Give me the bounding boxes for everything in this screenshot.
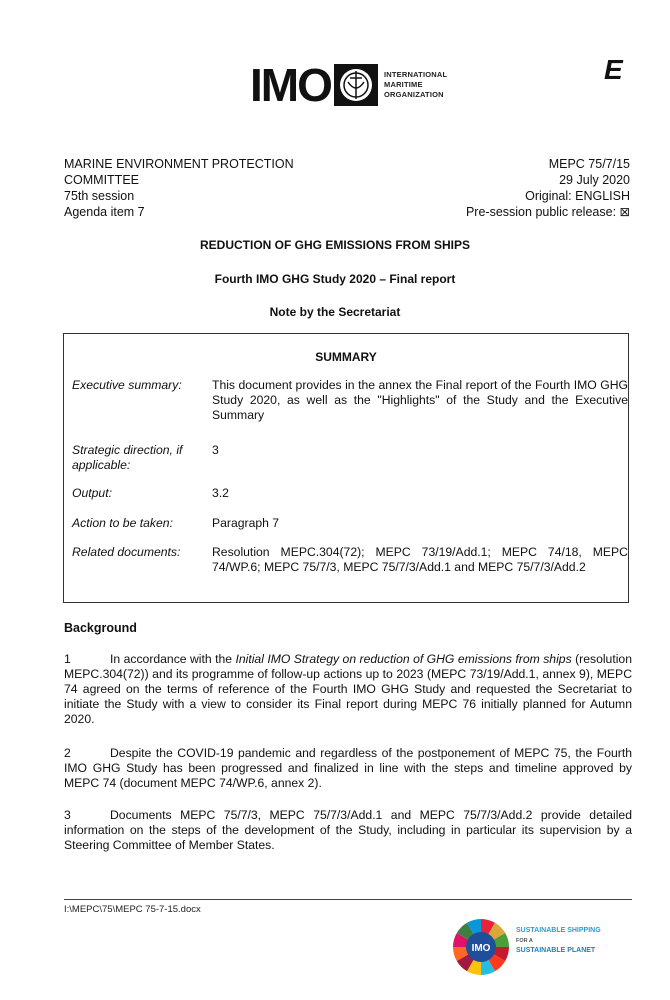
sustainable-shipping-logo bbox=[452, 916, 632, 978]
committee-info: MARINE ENVIRONMENT PROTECTION COMMITTEE 75th session Agenda item 7 bbox=[64, 157, 294, 219]
logo-letters: IMO bbox=[250, 59, 331, 111]
paragraph-3: 3 Documents MEPC 75/7/3, MEPC 75/7/3/Add.1 and MEPC 75/7/3/Add.2 provide detailed information on the steps of the development of the Study, including in particular its supervision by a Steering Committee of Member States. bbox=[64, 808, 632, 852]
summary-box: SUMMARY Executive summary: This document provides in the annex the Final report of the Fourth IMO GHG Study 2020, as well as the "Highlights" of the Study and the Executive Summary Strategic direction, if applicable: 3 Output: 3.2 Action to be taken: Paragraph 7 Related documents: Resolution MEPC.304(72); MEPC 73/19/Add.1; MEPC 74/18, MEPC 74/WP.6; MEPC 75/7/3, MEPC 75/7/3/Add.1 and MEPC 75/7/3/Add.2 bbox=[63, 333, 629, 603]
imo-emblem-icon bbox=[334, 64, 378, 106]
sdg-slogan: SUSTAINABLE SHIPPING FOR A SUSTAINABLE PLANET bbox=[516, 927, 601, 954]
document-note: Note by the Secretariat bbox=[269, 305, 401, 319]
file-path: I:\MEPC\75\MEPC 75-7-15.docx bbox=[64, 904, 201, 915]
document-title: REDUCTION OF GHG EMISSIONS FROM SHIPS bbox=[199, 238, 471, 252]
paragraph-1: 1 In accordance with the Initial IMO Strategy on reduction of GHG emissions from ships (resolution MEPC.304(72)) and its programme of follow-up actions up to 2023 (MEPC 73/19/Add.1, annex 9), MEPC 74 agreed on the terms of reference of the Fourth IMO GHG Study and requested the Secretariat to initiate the Study with a view to consider its Final report during MEPC 76 initially planned for Autumn 2020. bbox=[64, 652, 632, 726]
summary-heading: SUMMARY bbox=[315, 350, 377, 364]
document-reference: MEPC 75/7/15 29 July 2020 Original: ENGLISH Pre-session public release: ⊠ bbox=[465, 157, 630, 219]
organization-name: INTERNATIONAL MARITIME ORGANIZATION bbox=[384, 70, 448, 99]
sdg-center-label: IMO bbox=[471, 943, 491, 954]
language-code: E bbox=[604, 54, 623, 85]
paragraph-2: 2 Despite the COVID-19 pandemic and regardless of the postponement of MEPC 75, the Fourth IMO GHG Study has been progressed and finalized in line with the steps and timeline approved by MEPC 74 (document MEPC 74/WP.6, annex 2). bbox=[64, 746, 632, 790]
sdg-wheel-icon bbox=[452, 918, 510, 976]
footer-divider bbox=[64, 899, 632, 900]
section-heading-background: Background bbox=[64, 621, 137, 635]
imo-logo bbox=[250, 58, 480, 114]
document-subtitle: Fourth IMO GHG Study 2020 – Final report bbox=[214, 272, 456, 286]
